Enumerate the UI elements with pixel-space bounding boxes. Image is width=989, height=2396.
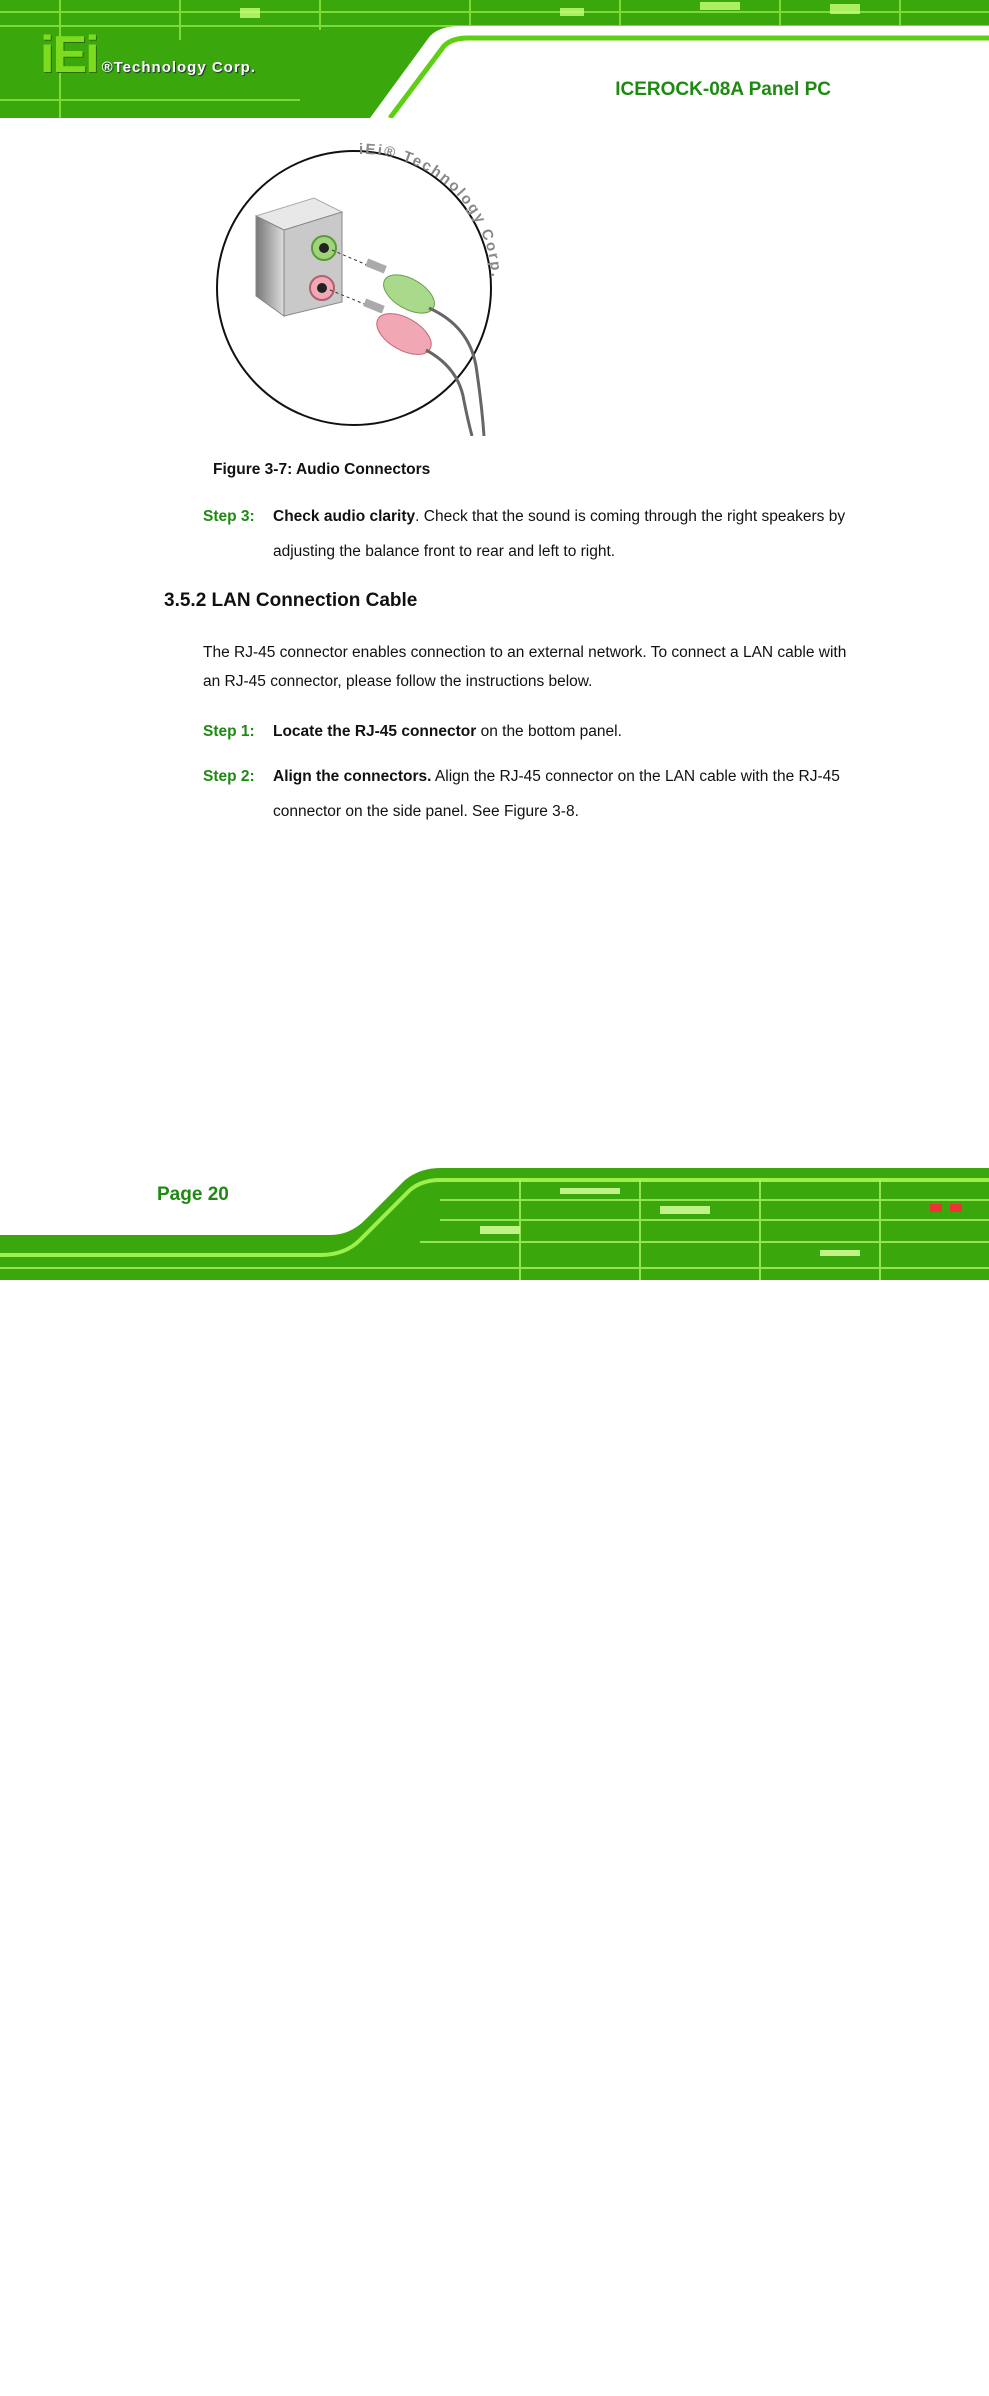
watermark-main: Bai 经验 bbox=[700, 2337, 837, 2375]
step-body: Align the RJ-45 connector on the LAN cable with the RJ-45 connector on the side panel. See Figure 3-8. bbox=[273, 768, 840, 820]
step-body: . Check that the sound is coming through the right speakers by adjusting the balance front to rear and left to right. bbox=[273, 508, 846, 560]
step-text bbox=[273, 499, 853, 569]
figure-watermark: iEi® Technology Corp. bbox=[358, 140, 505, 280]
page-footer bbox=[0, 1160, 989, 2395]
figure-caption: Figure 3-7: Audio Connectors bbox=[213, 461, 431, 478]
step-text bbox=[273, 714, 853, 749]
page-number: Page 20 bbox=[157, 1184, 229, 1205]
baidu-watermark bbox=[700, 2328, 876, 2396]
page-header bbox=[0, 0, 989, 118]
logo-text: ®Technology Corp. bbox=[101, 59, 257, 76]
step-label: Step 3: bbox=[203, 508, 255, 525]
step-bold: Align the connectors. bbox=[273, 768, 432, 785]
product-title: ICEROCK-08A Panel PC bbox=[615, 79, 831, 100]
audio-connectors-figure bbox=[214, 136, 514, 436]
step-bold: Locate the RJ-45 connector bbox=[273, 723, 477, 740]
green-audio-jack bbox=[312, 236, 336, 260]
logo-mark: iEi bbox=[40, 26, 98, 84]
step-text bbox=[273, 759, 853, 829]
step-label: Step 1: bbox=[203, 723, 255, 740]
audio-connectors-illustration bbox=[214, 136, 514, 436]
step-label: Step 2: bbox=[203, 768, 255, 785]
company-logo bbox=[40, 26, 257, 84]
circuit-board-footer bbox=[0, 1160, 989, 1280]
step-body: on the bottom panel. bbox=[476, 723, 622, 740]
section-title: 3.5.2 LAN Connection Cable bbox=[164, 590, 418, 611]
step-bold: Check audio clarity bbox=[273, 508, 416, 525]
section-intro: The RJ-45 connector enables connection to an external network. To connect a LAN cable with an RJ-45 connector, please follow the instructions below. bbox=[203, 644, 847, 690]
pink-audio-jack bbox=[310, 276, 334, 300]
watermark-url: jingyan.baidu.com bbox=[700, 2373, 876, 2395]
